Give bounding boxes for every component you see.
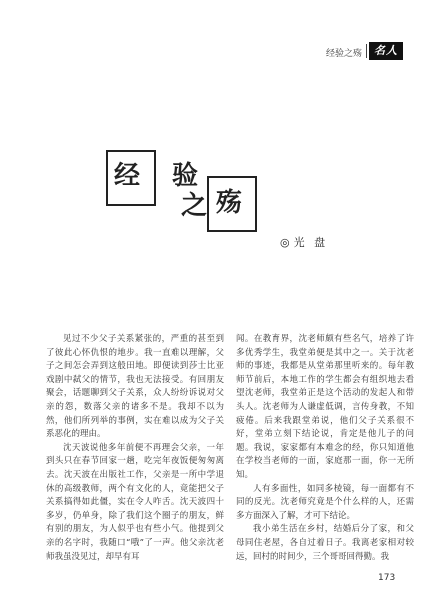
title-char-3: 之 [181,191,208,221]
author-byline [280,234,328,250]
body-paragraph: 人有多面性，如同多棱镜，每一面都有不同的反光。沈老师究竟是个什么样的人，还需多方面深入了解，才可下结论。 [236,483,414,521]
body-paragraph: 闻。在教育界，沈老师颇有些名气，培养了许多优秀学生，我堂弟便是其中之一。关于沈老师的事迹，我都是从堂弟那里听来的。每年教师节前后，本地工作的学生都会有组织地去看望沈老师，我堂弟正是这个活动的发起人和带头人。沈老师为人谦虚低调，言传身教，不知疲倦。后来我跟堂弟说，他们父子关系很不好，堂弟立刻下结论说，肯定是他儿子的问题。我说，家家都有本难念的经，你只知道他在学校当老师的一面，家庭那一面，你一无所知。 [236,334,414,480]
body-paragraph: 我小弟生活在乡村，结婚后分了家，和父母同住老屋，各自过着日子。我离老家相对较远，回村的时间少，三个哥哥回得勤。我 [236,524,414,562]
header-divider [366,44,367,58]
body-paragraph: 沈天波说他多年前便不再理会父亲，一年到头只在春节回家一趟，吃完年夜饭便匆匆离去。沈天波在出版社工作，父亲是一所中学退休的高级教师，两个有文化的人，竟能把父子关系搞得如此僵，实在令人咋舌。沈天波四十多岁，仍单身，除了我们这个圈子的朋友，鲜有别的朋友，为人似乎也有些小气。他提到父亲的名字时，我随口“哦”了一声。他父亲沈老师我虽没见过，却早有耳 [46,442,224,562]
running-title: 经验之殇 [326,49,363,59]
body-column-left [46,333,224,571]
magazine-logo: 名人 [369,42,403,60]
title-char-2: 验 [172,161,199,191]
body-column-right [236,333,414,571]
page-number: 173 [378,573,396,583]
body-paragraph: 见过不少父子关系紧张的，严重的甚至到了彼此心怀仇恨的地步。我一直难以理解，父子之间怎会弄到这般田地。即便读到莎士比亚戏剧中弑父的情节，我也无法接受。有回朋友聚会，话题聊到父子关系，众人纷纷诉说对父亲的怨，数落父亲的诸多不是。我却不以为然，他们所列举的事例，实在难以成为父子关系恶化的理由。 [46,334,224,440]
author-prefix: ◎ [280,235,290,249]
title-char-4: 殇 [216,188,243,218]
title-char-1: 经 [114,161,141,191]
author-name: 光 盘 [293,236,329,249]
